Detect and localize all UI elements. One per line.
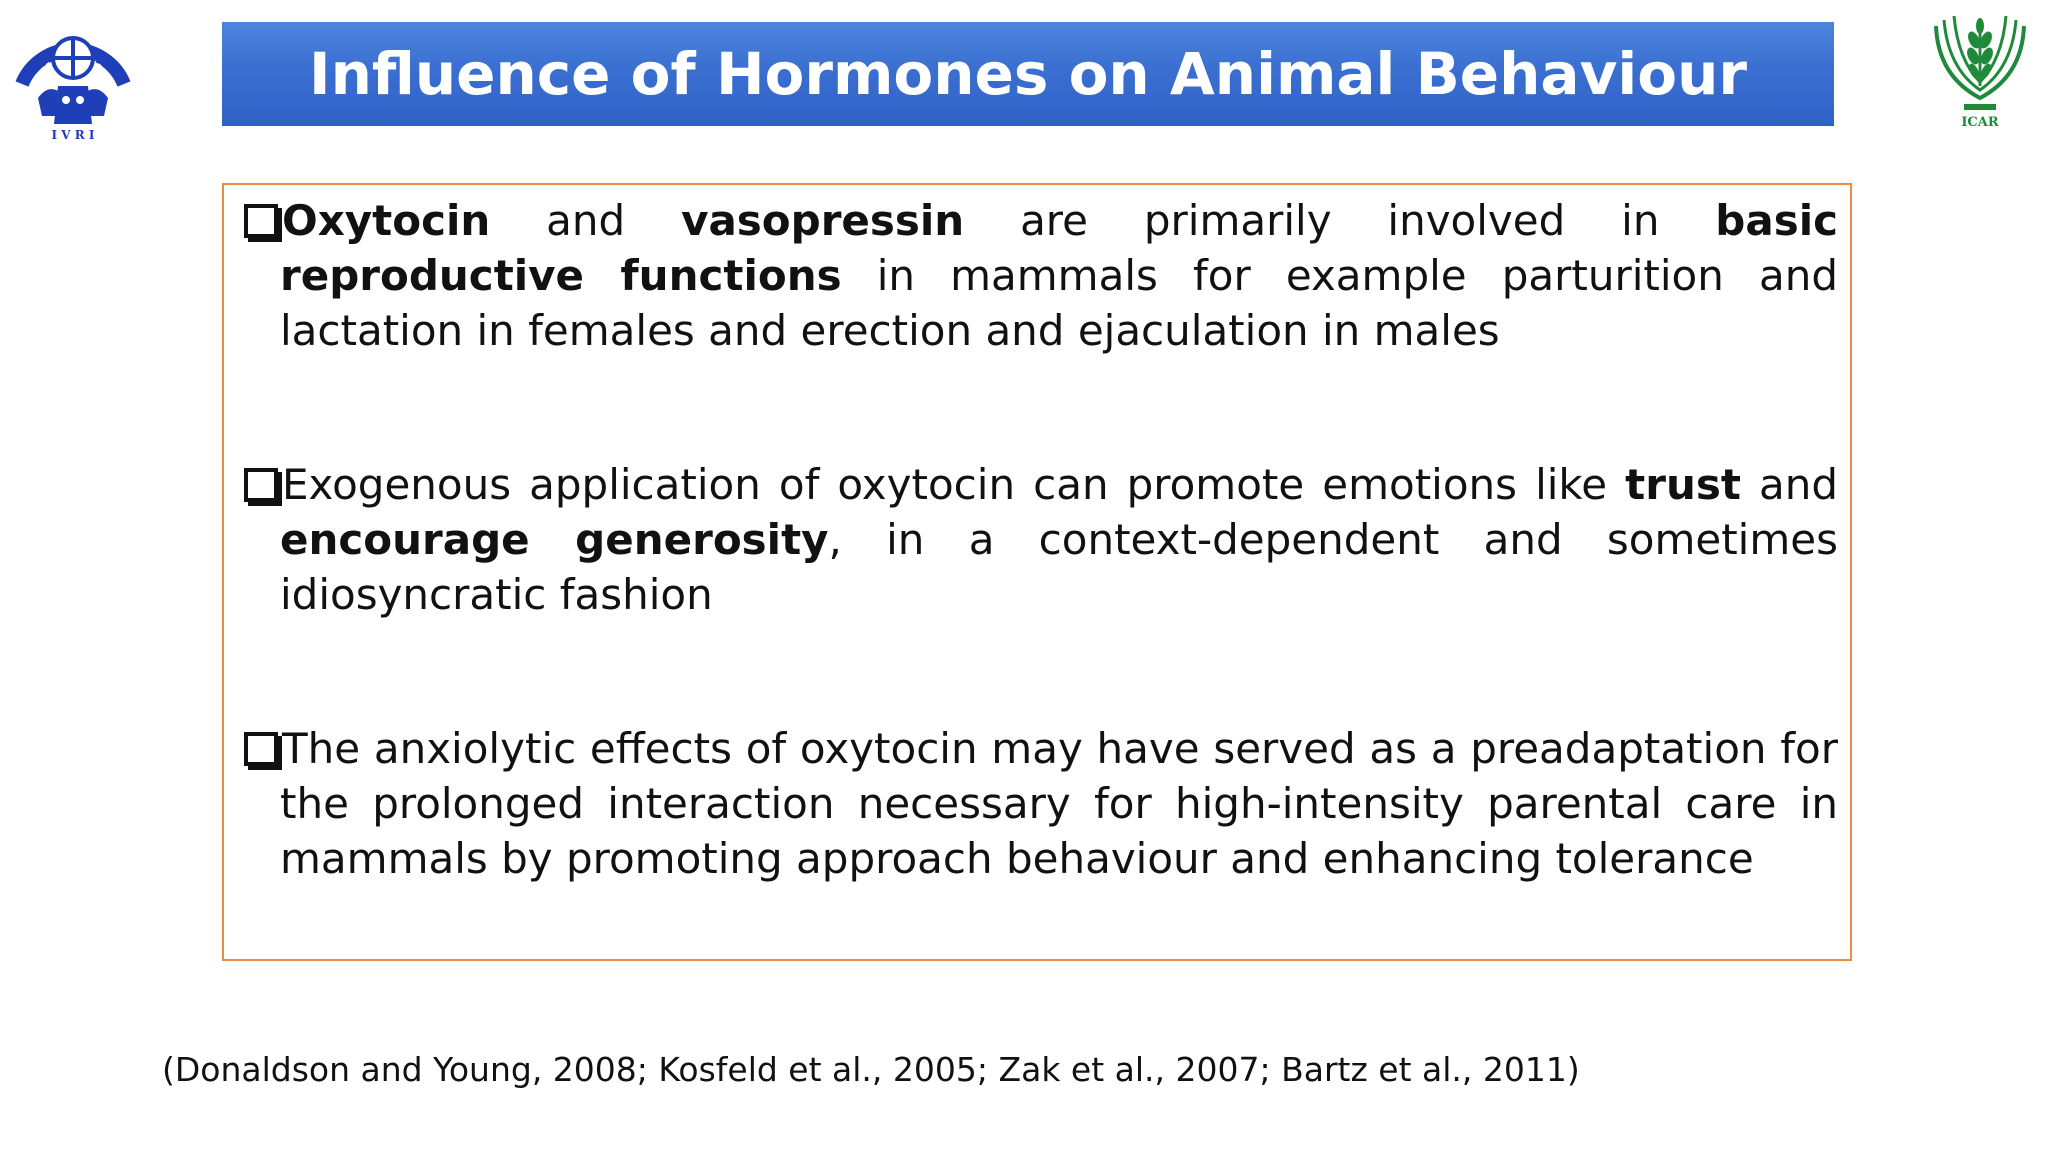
icar-logo	[1918, 6, 2043, 131]
point-3-text: The anxiolytic effects of oxytocin may have served as a preadaptation for the prolonged interaction necessary for high-intensity parental care in mammals by promoting approach behaviour and enhancing tolerance	[280, 724, 1838, 883]
point-1-text: in mammals for example parturition and lactation in females and erection and ejaculation in males	[280, 251, 1838, 355]
content-box	[222, 183, 1852, 961]
point-2-text: encourage generosity	[280, 515, 829, 564]
slide-title: Influence of Hormones on Animal Behaviour	[308, 40, 1748, 108]
ivri-logo-text: I V R I	[51, 128, 95, 141]
point-1-text: vasopressin	[681, 196, 965, 245]
bullet-point-2	[244, 457, 1838, 622]
point-2-text: , in a context-dependent and sometimes idiosyncratic fashion	[280, 515, 1838, 619]
bullet-point-3	[244, 721, 1838, 886]
point-1-text: and	[490, 196, 682, 245]
point-1-text: Oxytocin	[282, 196, 491, 245]
title-bar	[222, 22, 1834, 126]
ivri-logo-icon	[8, 6, 138, 141]
checkbox-bullet-icon	[244, 204, 278, 238]
point-1-text: basic reproductive functions	[280, 196, 1838, 300]
checkbox-bullet-icon	[244, 468, 278, 502]
citation: (Donaldson and Young, 2008; Kosfeld et al., 2005; Zak et al., 2007; Bartz et al., 2011)	[162, 1050, 1580, 1089]
point-2-text: and	[1740, 460, 1838, 509]
point-2-text: trust	[1625, 460, 1741, 509]
point-1-text: are primarily involved in	[964, 196, 1716, 245]
checkbox-bullet-icon	[244, 732, 278, 766]
ivri-logo	[8, 6, 138, 141]
icar-logo-icon	[1918, 6, 2043, 131]
icar-logo-text: ICAR	[1961, 115, 1999, 130]
point-2-text: Exogenous application of oxytocin can promote emotions like	[282, 460, 1626, 509]
bullet-point-1	[244, 193, 1838, 358]
